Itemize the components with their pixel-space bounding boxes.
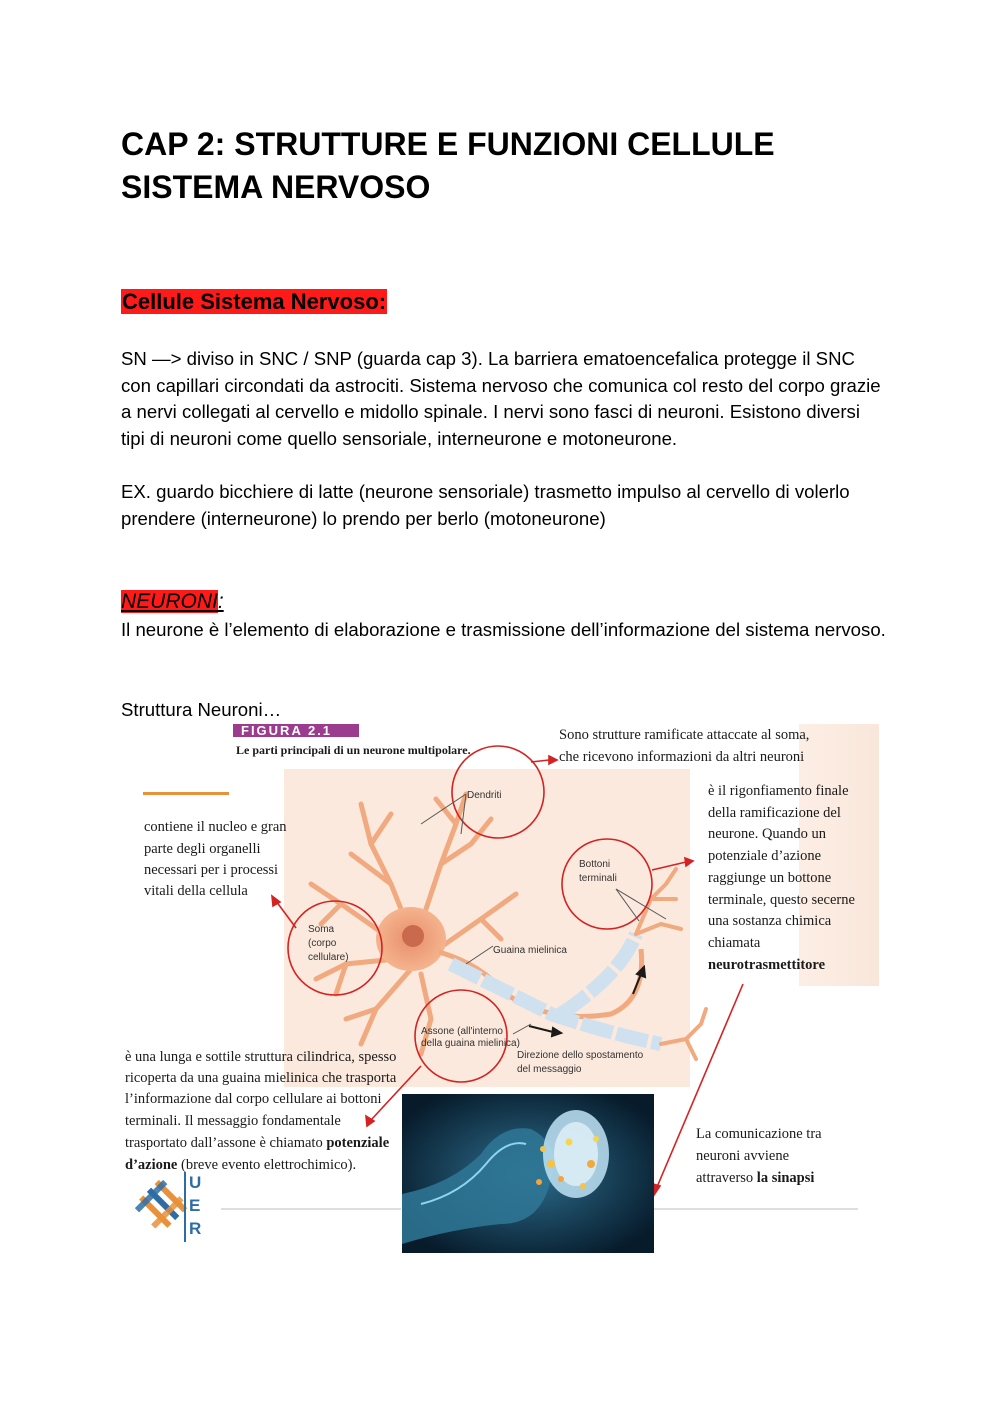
figure-subtitle: Le parti principali di un neurone multipolare. <box>236 743 471 757</box>
section-heading-neuroni <box>121 588 224 616</box>
figure-banner-text: FIGURA 2.1 <box>241 724 333 738</box>
orange-rule <box>143 792 229 795</box>
logo-letter-e: E <box>189 1196 201 1215</box>
section-heading-cellule-text: Cellule Sistema Nervoso: <box>122 289 387 314</box>
note-soma-1: contiene il nucleo e gran <box>144 819 287 835</box>
note-bottoni-2: della ramificazione del <box>708 805 841 821</box>
label-bottoni-1: Bottoni <box>579 859 611 870</box>
note-assone-3: l’informazione dal corpo cellulare ai bottoni <box>125 1091 382 1107</box>
note-assone-5a: trasportato dall’assone è chiamato <box>125 1135 327 1151</box>
label-soma-3: cellulare) <box>308 952 349 963</box>
label-dendriti: Dendriti <box>467 790 502 801</box>
note-bottoni-4: potenziale d’azione <box>708 848 822 864</box>
note-bottoni-5: raggiunge un bottone <box>708 870 832 886</box>
note-bottoni-3: neurone. Quando un <box>708 826 826 842</box>
paragraph-neurone: Il neurone è l’elemento di elaborazione e trasmissione dell’informazione del sistema nervoso. <box>121 619 886 640</box>
note-assone-5 <box>125 1135 390 1151</box>
nucleus-shape <box>402 925 424 947</box>
note-soma-3: necessari per i processi <box>144 862 279 878</box>
neuroni-heading-colon: : <box>217 590 224 613</box>
neuron-figure <box>121 724 879 1254</box>
uer-logo <box>133 1172 202 1242</box>
note-sinapsi-3 <box>696 1170 814 1186</box>
note-assone-5b: potenziale <box>326 1135 390 1151</box>
label-assone-1: Assone (all'interno <box>421 1026 503 1037</box>
label-direzione-2: del messaggio <box>517 1064 582 1075</box>
note-bottoni-6: terminale, questo secerne <box>708 892 855 908</box>
note-dendriti-2: che ricevono informazioni da altri neuroni <box>559 749 805 765</box>
label-direzione-1: Direzione dello spostamento <box>517 1050 644 1061</box>
label-bottoni-2: terminali <box>579 873 617 884</box>
note-sinapsi-3a: attraverso <box>696 1170 757 1186</box>
note-soma-2: parte degli organelli <box>144 841 261 857</box>
note-assone-2: ricoperta da una guaina mielinica che trasporta <box>125 1070 397 1086</box>
note-assone-6a: d’azione <box>125 1157 178 1173</box>
paragraph-example: EX. guardo bicchiere di latte (neurone sensoriale) trasmetto impulso al cervello di volerlo prendere (interneurone) lo prendo per berlo (motoneurone) <box>121 481 850 529</box>
page-title: CAP 2: STRUTTURE E FUNZIONI CELLULE SISTEMA NERVOSO <box>121 126 775 205</box>
note-dendriti-1: Sono strutture ramificate attaccate al soma, <box>559 727 810 743</box>
note-assone-6b: (breve evento elettrochimico). <box>177 1157 357 1173</box>
note-assone-4: terminali. Il messaggio fondamentale <box>125 1113 341 1129</box>
label-soma-1: Soma <box>308 924 335 935</box>
paragraph-sn: SN —> diviso in SNC / SNP (guarda cap 3). La barriera ematoencefalica protegge il SNC con capillari circondati da astrociti. Sistema nervoso che comunica col resto del corpo grazie a nervi collegati al cervello e midollo spinale. I nervi sono fasci di neuroni. Esistono diversi tipi di neuroni come quello sensoriale, interneurone e motoneurone. <box>121 348 881 449</box>
note-sinapsi-1: La comunicazione tra <box>696 1126 822 1142</box>
label-assone-2: della guaina mielinica) <box>421 1038 520 1049</box>
note-bottoni-1: è il rigonfiamento finale <box>708 783 849 799</box>
note-assone-1: è una lunga e sottile struttura cilindrica, spesso <box>125 1049 397 1065</box>
note-sinapsi-2: neuroni avviene <box>696 1148 790 1164</box>
note-bottoni-8: chiamata <box>708 935 761 951</box>
caption-struttura: Struttura Neuroni… <box>121 699 282 720</box>
note-soma-4: vitali della cellula <box>144 883 248 899</box>
note-sinapsi-3b: la sinapsi <box>756 1170 815 1186</box>
logo-letter-r: R <box>189 1219 202 1238</box>
neuroni-heading-text: NEURONI <box>121 590 218 613</box>
logo-letter-u: U <box>189 1173 202 1192</box>
note-bottoni-7: una sostanza chimica <box>708 913 832 929</box>
neuron-diagram <box>121 724 879 1254</box>
note-bottoni-bold: neurotrasmettitore <box>708 957 826 973</box>
note-assone-6 <box>125 1157 356 1173</box>
section-heading-cellule <box>121 287 387 317</box>
label-guaina: Guaina mielinica <box>493 945 567 956</box>
label-soma-2: (corpo <box>308 938 337 949</box>
